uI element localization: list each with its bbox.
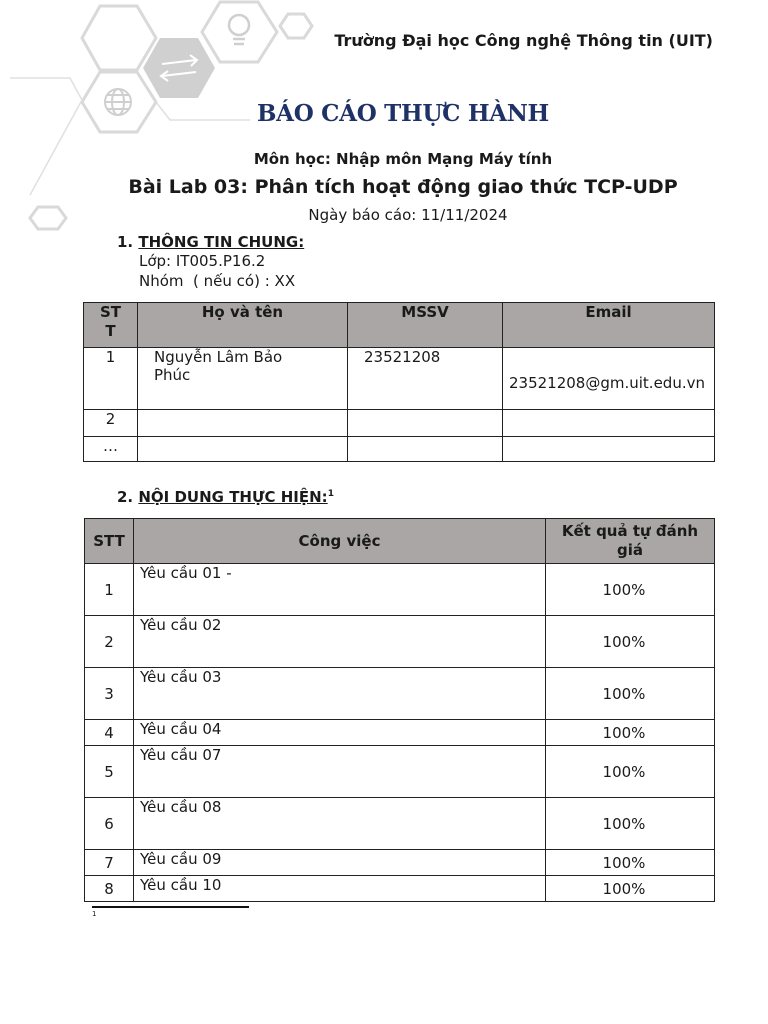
section-2-number: 2. [117, 488, 134, 506]
table-cell: 23521208 [348, 348, 503, 410]
table-row [85, 850, 715, 876]
table-row [85, 798, 715, 850]
table-cell: 1 [85, 564, 134, 616]
table-row [85, 720, 715, 746]
table-cell [138, 410, 348, 437]
report-date: Ngày báo cáo: 11/11/2024 [308, 206, 508, 224]
table-cell: 6 [85, 798, 134, 850]
table-cell: Yêu cầu 08 [134, 798, 546, 850]
table-row [84, 410, 715, 437]
table-row [85, 746, 715, 798]
table-cell: 2 [85, 616, 134, 668]
group-line: Nhóm ( nếu có) : XX [139, 272, 296, 290]
table-cell: 5 [85, 746, 134, 798]
footnote-reference[interactable]: 1 [327, 489, 334, 499]
table-cell [138, 437, 348, 462]
member-table [83, 302, 715, 462]
column-header-stt: ST T [84, 303, 138, 348]
table-cell: Nguyễn Lâm Bảo Phúc [138, 348, 348, 410]
table-cell: 100% [546, 668, 715, 720]
table-cell: 100% [546, 798, 715, 850]
column-header-stt: STT [85, 519, 134, 564]
section-2-title: NỘI DUNG THỰC HIỆN: [138, 488, 328, 506]
table-cell: 8 [85, 876, 134, 902]
table-cell [503, 410, 715, 437]
table-cell [348, 410, 503, 437]
school-name: Trường Đại học Công nghệ Thông tin (UIT) [334, 31, 713, 50]
section-1-number: 1. [117, 233, 134, 251]
table-cell: Yêu cầu 10 [134, 876, 546, 902]
table-cell: 2 [84, 410, 138, 437]
footnote-number: 1 [92, 910, 97, 918]
table-cell: 100% [546, 746, 715, 798]
table-cell: 100% [546, 876, 715, 902]
table-cell: Yêu cầu 07 [134, 746, 546, 798]
lab-title: Bài Lab 03: Phân tích hoạt động giao thức TCP-UDP [128, 176, 678, 198]
column-header-task: Công việc [134, 519, 546, 564]
table-cell: Yêu cầu 04 [134, 720, 546, 746]
table-cell: Yêu cầu 01 - [134, 564, 546, 616]
table-row [85, 668, 715, 720]
table-row [85, 564, 715, 616]
table-cell [503, 437, 715, 462]
column-header-mssv: MSSV [348, 303, 503, 348]
table-cell: 100% [546, 564, 715, 616]
table-cell: Yêu cầu 09 [134, 850, 546, 876]
table-row [84, 348, 715, 410]
table-row [85, 616, 715, 668]
class-line: Lớp: IT005.P16.2 [139, 252, 266, 270]
table-cell: Yêu cầu 02 [134, 616, 546, 668]
table-cell: 7 [85, 850, 134, 876]
table-cell: 100% [546, 720, 715, 746]
table-cell [348, 437, 503, 462]
table-cell: 23521208@gm.uit.edu.vn [503, 348, 715, 410]
tasks-table [84, 518, 715, 902]
table-cell: 100% [546, 850, 715, 876]
footnote-separator [92, 906, 249, 908]
report-title: BÁO CÁO THỰC HÀNH [257, 100, 549, 127]
column-header-email: Email [503, 303, 715, 348]
table-cell: 100% [546, 616, 715, 668]
table-cell: … [84, 437, 138, 462]
lightbulb-icon [229, 15, 249, 44]
subject-line: Môn học: Nhập môn Mạng Máy tính [253, 150, 553, 168]
table-cell: Yêu cầu 03 [134, 668, 546, 720]
table-row [84, 437, 715, 462]
table-header-row [84, 303, 715, 348]
table-cell: 4 [85, 720, 134, 746]
table-row [85, 876, 715, 902]
section-1-title: THÔNG TIN CHUNG: [138, 233, 305, 251]
section-1-heading [117, 233, 304, 251]
table-header-row [85, 519, 715, 564]
column-header-name: Họ và tên [138, 303, 348, 348]
section-2-heading [117, 488, 334, 506]
column-header-result: Kết quả tự đánh giá [546, 519, 715, 564]
table-cell: 3 [85, 668, 134, 720]
table-cell: 1 [84, 348, 138, 410]
